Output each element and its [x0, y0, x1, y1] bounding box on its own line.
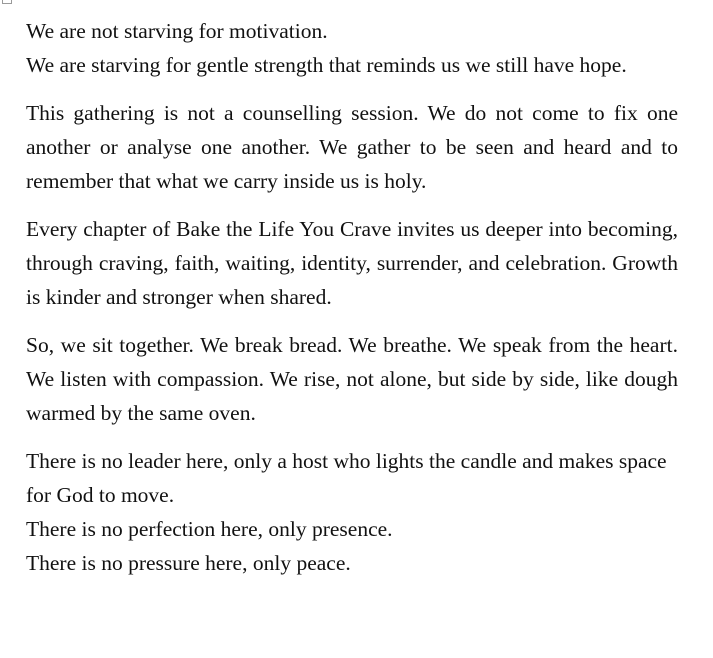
paragraph-together: So, we sit together. We break bread. We breathe. We speak from the heart. We listen with compassion. We rise, not alone, but side by side, like dough warmed by the same oven.	[26, 333, 678, 425]
text-line: We are starving for gentle strength that reminds us we still have hope.	[26, 53, 627, 77]
text-boundary-mark	[2, 0, 12, 4]
text-line: There is no perfection here, only presence.	[26, 517, 393, 541]
paragraph-motivation	[26, 14, 678, 82]
paragraph-no-leader	[26, 444, 678, 580]
paragraph-gathering: This gathering is not a counselling session. We do not come to fix one another or analyse one another. We gather to be seen and heard and to remember that what we carry inside us is holy.	[26, 101, 678, 193]
document-body	[26, 14, 678, 594]
text-line: There is no pressure here, only peace.	[26, 551, 351, 575]
paragraph-chapters: Every chapter of Bake the Life You Crave invites us deeper into becoming, through craving, faith, waiting, identity, surrender, and celebration. Growth is kinder and stronger when shared.	[26, 217, 678, 309]
text-line: We are not starving for motivation.	[26, 19, 328, 43]
text-line: There is no leader here, only a host who lights the candle and makes space for God to move.	[26, 449, 667, 507]
